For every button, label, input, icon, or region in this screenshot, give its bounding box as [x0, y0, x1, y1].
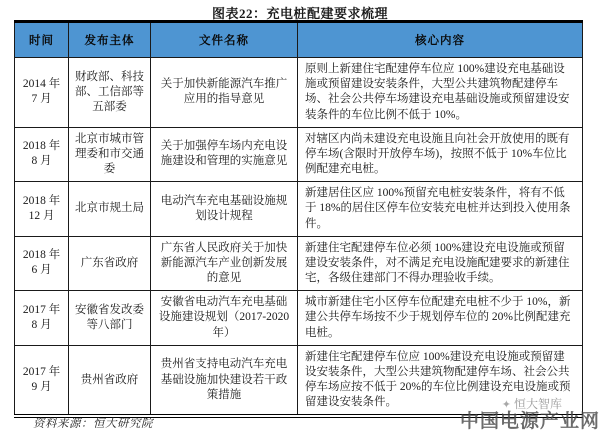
- cell-document: 贵州省支持电动汽车充电基础设施加快建设若干政策措施: [151, 345, 298, 416]
- cell-time: 2018 年 12 月: [15, 182, 69, 237]
- cell-document: 电动汽车充电基础设施规划设计规程: [151, 182, 298, 237]
- header-row: [15, 22, 583, 58]
- policy-table: [14, 20, 583, 418]
- table-row: [15, 58, 583, 128]
- source-note: 资料来源：恒大研究院: [33, 418, 153, 430]
- cell-publisher: 贵州省政府: [69, 345, 151, 416]
- cell-content: 新建住宅配建停车位必须 100%建设充电设施或预留建设安装条件，对不满足充电设施配建要求的新建住宅，各级住建部门不得办理验收手续。: [298, 236, 583, 291]
- cell-time: 2017 年 9 月: [15, 345, 69, 416]
- cell-publisher: 安徽省发改委等八部门: [69, 291, 151, 346]
- cell-content: 城市新建住宅小区停车位配建充电桩不少于 10%，新建公共停车场按不少于规划停车位的 20%比例配建充电桩。: [298, 291, 583, 346]
- cell-time: 2014 年 7 月: [15, 58, 69, 128]
- table-title: 图表22：充电桩配建要求梳理: [211, 6, 388, 21]
- cell-time: 2018 年 6 月: [15, 236, 69, 291]
- cell-publisher: 广东省政府: [69, 236, 151, 291]
- cell-document: 安徽省电动汽车充电基础设施建设规划（2017-2020 年）: [151, 291, 298, 346]
- cell-document: 关于加快新能源汽车推广应用的指导意见: [151, 58, 298, 128]
- cell-content: 新建居住区应 100%预留充电桩安装条件，将有不低于 18%的居住区停车位安装充电桩并达到投入使用条件。: [298, 182, 583, 237]
- table-row: [15, 182, 583, 237]
- cell-publisher: 北京市规土局: [69, 182, 151, 237]
- cell-content: 原则上新建住宅配建停车位应 100%建设充电基础设施或预留建设安装条件，大型公共建筑物配建停车场、社会公共停车场建设充电基础设施或预留建设安装条件的车位比例不低于 10%。: [298, 58, 583, 128]
- cell-document: 关于加强停车场内充电设施建设和管理的实施意见: [151, 127, 298, 182]
- col-header-content: 核心内容: [298, 22, 583, 58]
- table-row: [15, 291, 583, 346]
- cell-time: 2017 年 8 月: [15, 291, 69, 346]
- cell-content: 新建住宅配建停车位应 100%建设充电设施或预留建设安装条件，大型公共建筑物配建停车场、社会公共停车场应按不低于 20%的车位比例建设充电设施或预留建设安装条件。: [298, 345, 583, 416]
- hengda-logo-icon: ✦: [501, 399, 511, 411]
- col-header-publisher: 发布主体: [69, 22, 151, 58]
- watermark-power-site: 中国电源产业网: [459, 411, 600, 432]
- col-header-time: 时间: [15, 22, 69, 58]
- cell-publisher: 财政部、科技部、工信部等五部委: [69, 58, 151, 128]
- table-row: [15, 236, 583, 291]
- cell-time: 2018 年 8 月: [15, 127, 69, 182]
- cell-publisher: 北京市城市管理委和市交通委: [69, 127, 151, 182]
- watermark-hengda-text: 恒大智库: [513, 397, 562, 411]
- cell-content: 对辖区内尚未建设充电设施且向社会开放使用的既有停车场(含限时开放停车场)，按照不低于 10%车位比例配建充电桩。: [298, 127, 583, 182]
- table-row: [15, 127, 583, 182]
- cell-document: 广东省人民政府关于加快新能源汽车产业创新发展的意见: [151, 236, 298, 291]
- col-header-document: 文件名称: [151, 22, 298, 58]
